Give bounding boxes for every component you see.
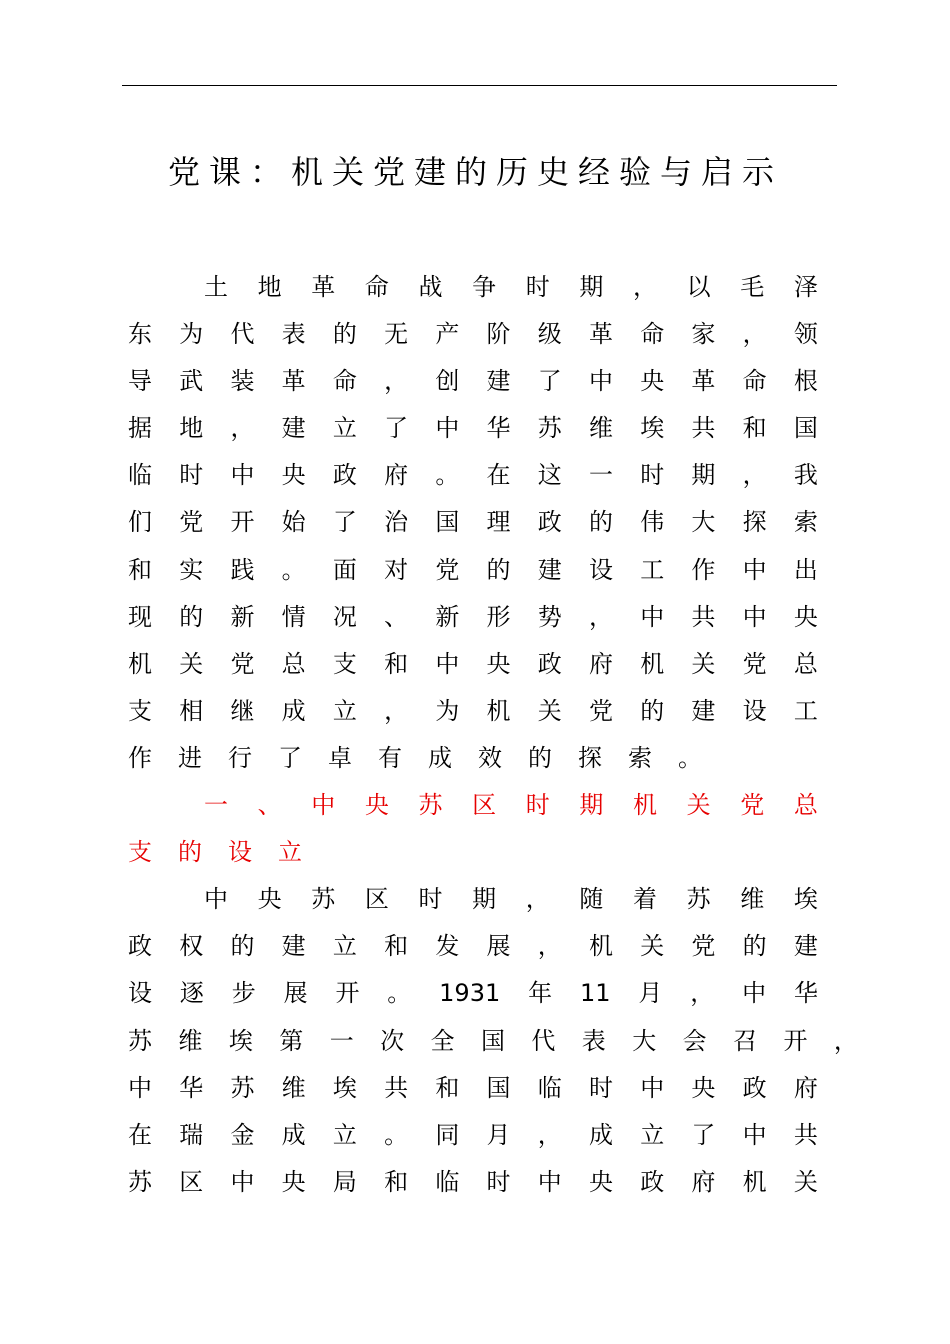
paragraph-line: 和 实 践 。 面 对 党 的 建 设 工 作 中 出: [128, 555, 818, 584]
paragraph-line: 据 地 ， 建 立 了 中 华 苏 维 埃 共 和 国: [128, 414, 818, 443]
paragraph-line: 设 逐 步 展 开 。 1931 年 11 月 ， 中 华: [128, 979, 818, 1008]
paragraph-line: 土 地 革 命 战 争 时 期 ， 以 毛 泽: [204, 273, 818, 301]
paragraph-line: 苏 维 埃 第 一 次 全 国 代 表 大 会 召 开 ，: [128, 1026, 858, 1055]
document-body: [128, 264, 858, 1206]
paragraph-line: 现 的 新 情 况 、 新 形 势 ， 中 共 中 央: [128, 602, 818, 631]
paragraph-line: 东 为 代 表 的 无 产 阶 级 革 命 家 ， 领: [128, 320, 818, 349]
section-heading-line: 一 、 中 央 苏 区 时 期 机 关 党 总: [204, 791, 818, 820]
header-rule: [122, 85, 837, 86]
paragraph-line: 苏 区 中 央 局 和 临 时 中 央 政 府 机 关: [128, 1167, 818, 1196]
paragraph-line: 作 进 行 了 卓 有 成 效 的 探 索 。: [128, 743, 702, 772]
paragraph-line: 临 时 中 央 政 府 。 在 这 一 时 期 ， 我: [128, 461, 818, 490]
paragraph-line: 在 瑞 金 成 立 。 同 月 ， 成 立 了 中 共: [128, 1120, 818, 1149]
page-title: 党课：机关党建的历史经验与启示: [167, 153, 783, 191]
paragraph-line: 中 华 苏 维 埃 共 和 国 临 时 中 央 政 府: [128, 1073, 818, 1102]
paragraph-line: 政 权 的 建 立 和 发 展 ， 机 关 党 的 建: [128, 932, 818, 961]
paragraph-line: 机 关 党 总 支 和 中 央 政 府 机 关 党 总: [128, 649, 818, 678]
paragraph-line: 支 相 继 成 立 ， 为 机 关 党 的 建 设 工: [128, 696, 818, 725]
section-heading-line: 支 的 设 立: [128, 838, 302, 867]
paragraph-line: 导 武 装 革 命 ， 创 建 了 中 央 革 命 根: [128, 367, 818, 396]
paragraph-line: 中 央 苏 区 时 期 ， 随 着 苏 维 埃: [204, 885, 818, 914]
paragraph-line: 们 党 开 始 了 治 国 理 政 的 伟 大 探 索: [128, 508, 818, 537]
